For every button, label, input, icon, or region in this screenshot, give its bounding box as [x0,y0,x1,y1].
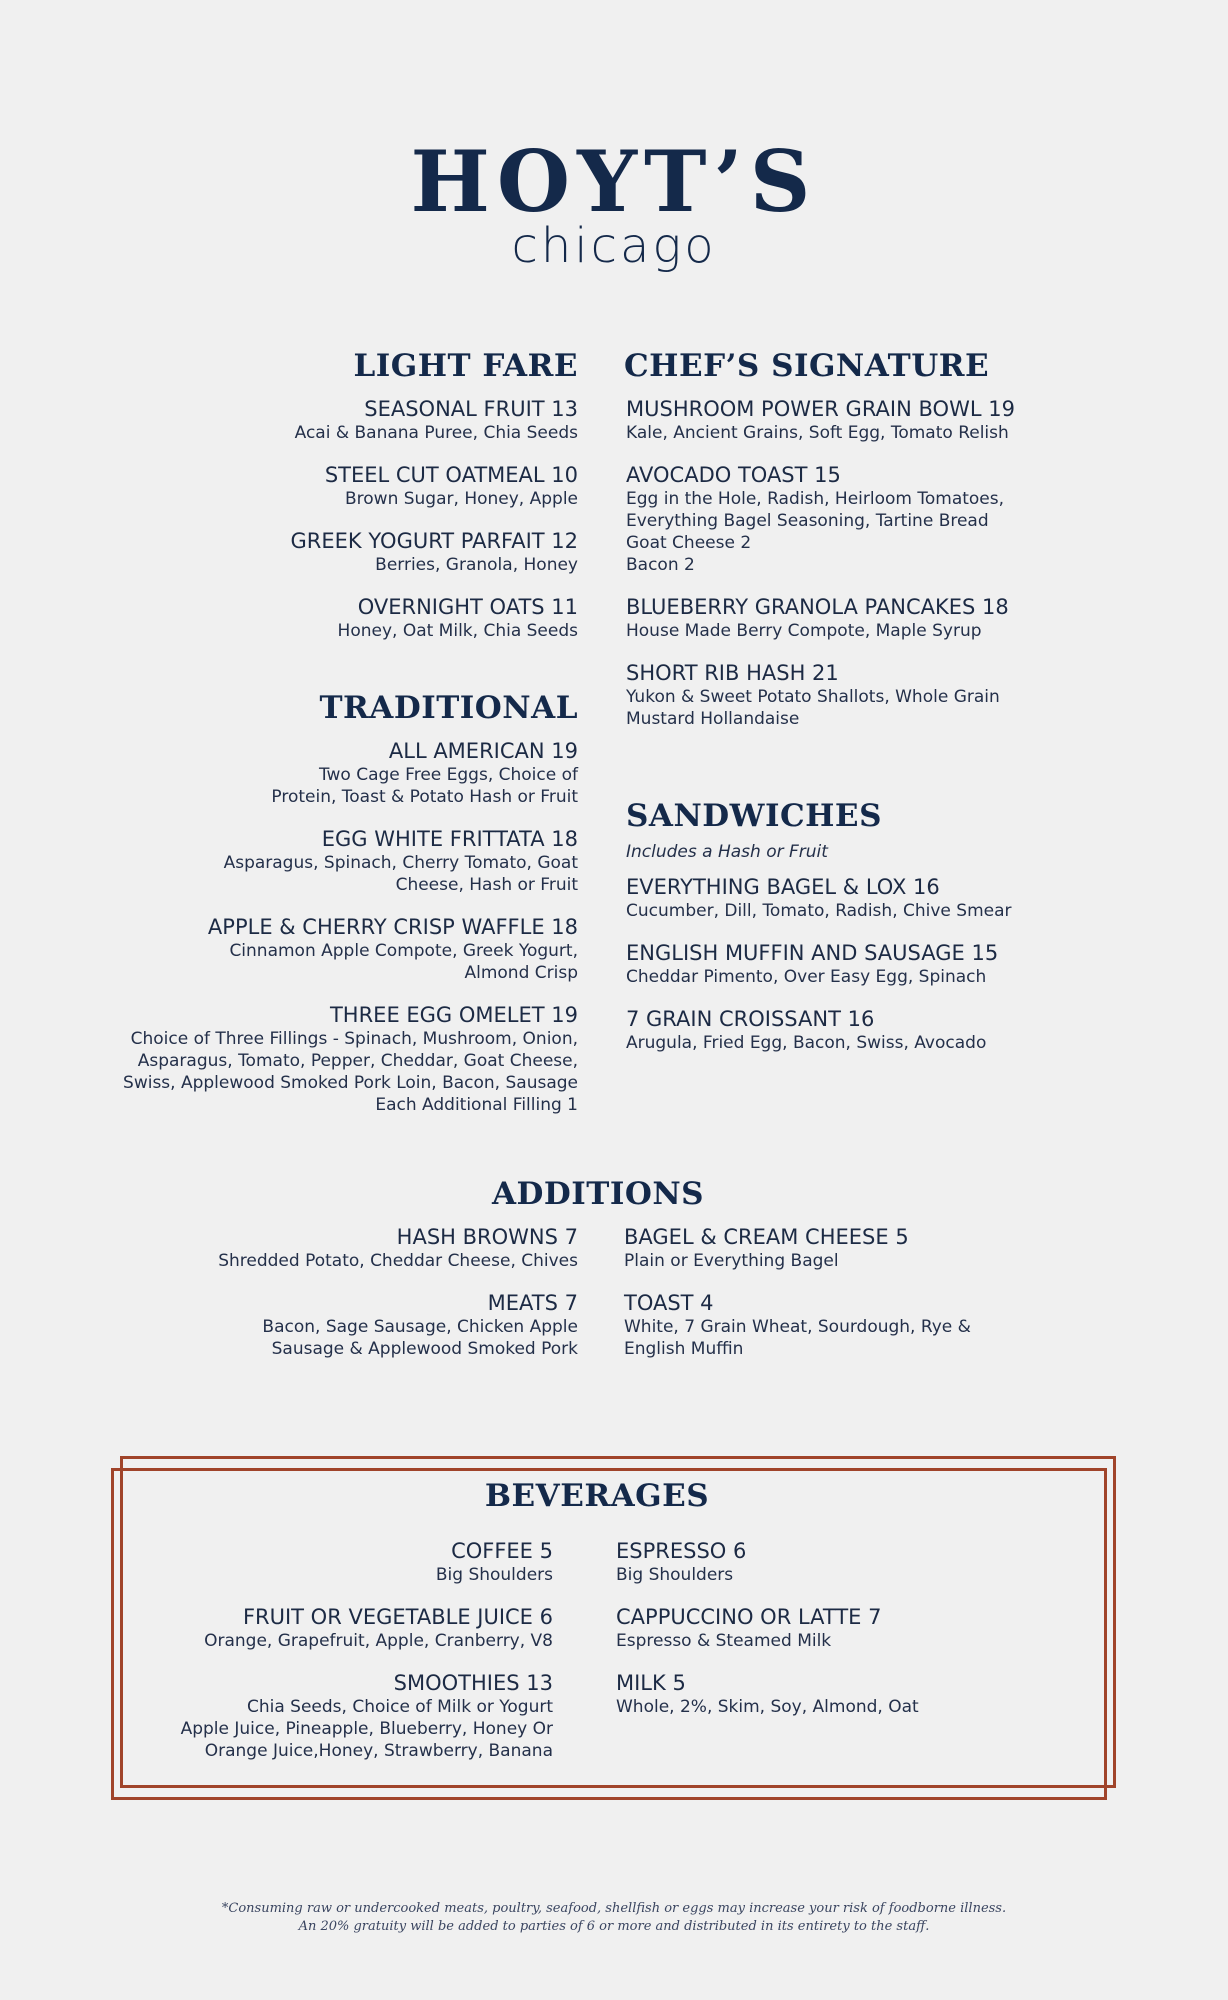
menu-item-description: White, 7 Grain Wheat, Sourdough, Rye & [624,1317,971,1337]
menu-item-description: Orange, Grapefruit, Apple, Cranberry, V8 [204,1631,553,1651]
menu-item-description: Arugula, Fried Egg, Bacon, Swiss, Avocado [626,1033,987,1053]
menu-item-description: Bacon, Sage Sausage, Chicken Apple [262,1317,578,1337]
chefs-signature-list [626,396,1206,748]
menu-item-name: ALL AMERICAN 19 [388,739,578,763]
menu-item-description: Whole, 2%, Skim, Soy, Almond, Oat [616,1697,919,1717]
sandwiches-note: Includes a Hash or Fruit [626,842,828,862]
menu-item-description: Yukon & Sweet Potato Shallots, Whole Grain [626,687,1000,707]
menu-item-description: Cucumber, Dill, Tomato, Radish, Chive Smear [626,901,1012,921]
chefs-signature-heading: CHEF’S SIGNATURE [624,348,990,384]
additions-heading: ADDITIONS [491,1176,705,1212]
menu-item-description: Mustard Hollandaise [626,709,800,729]
menu-item-name: BLUEBERRY GRANOLA PANCAKES 18 [626,595,1009,619]
menu-item-name: 7 GRAIN CROISSANT 16 [626,1007,875,1031]
menu-item-description: Acai & Banana Puree, Chia Seeds [294,423,578,443]
menu-item-name: SMOOTHIES 13 [393,1671,553,1695]
menu-item-description: Each Additional Filling 1 [375,1095,578,1115]
menu-item-description: Big Shoulders [616,1565,734,1585]
menu-item-description: Espresso & Steamed Milk [616,1631,832,1651]
additions-left-list [18,1224,578,1378]
menu-item-description: Swiss, Applewood Smoked Pork Loin, Bacon, Sausage [123,1073,578,1093]
menu-item-name: TOAST 4 [624,1291,714,1315]
menu-item-description: Choice of Three Fillings - Spinach, Mushroom, Onion, [130,1029,578,1049]
menu-item-description: Almond Crisp [464,963,578,983]
menu-item-description: Cheese, Hash or Fruit [395,875,578,895]
beverages-heading: BEVERAGES [484,1478,710,1514]
light-fare-list [18,396,578,660]
menu-item [616,1538,1096,1586]
menu-item-name: GREEK YOGURT PARFAIT 12 [290,529,578,553]
menu-item-name: SEASONAL FRUIT 13 [364,397,578,421]
menu-item [616,1604,1096,1652]
sandwiches-heading: SANDWICHES [626,798,882,834]
menu-item-name: SHORT RIB HASH 21 [626,661,839,685]
menu-item-description: Two Cage Free Eggs, Choice of [318,765,578,785]
menu-item-name: MUSHROOM POWER GRAIN BOWL 19 [626,397,1015,421]
menu-item-description: Big Shoulders [435,1565,553,1585]
menu-item-description: Kale, Ancient Grains, Soft Egg, Tomato Relish [626,423,1009,443]
menu-item-name: MILK 5 [616,1671,686,1695]
logo-wordmark: HOYT’S [410,132,818,231]
menu-item [33,1670,553,1762]
menu-item-name: APPLE & CHERRY CRISP WAFFLE 18 [207,915,578,939]
menu-item [0,914,578,984]
menu-item-description: Asparagus, Spinach, Cherry Tomato, Goat [223,853,578,873]
sandwiches-column [626,842,1206,1072]
menu-item [18,396,578,444]
menu-item-description: Asparagus, Tomato, Pepper, Cheddar, Goat Cheese, [137,1051,578,1071]
menu-item-description: Everything Bagel Seasoning, Tartine Bread [626,511,989,531]
menu-item [18,528,578,576]
menu-item [33,1538,553,1586]
menu-item [18,594,578,642]
menu-item [0,738,578,808]
menu-item-name: FRUIT OR VEGETABLE JUICE 6 [242,1605,553,1629]
footer-line-1: *Consuming raw or undercooked meats, poultry, seafood, shellfish or eggs may increase your risk of foodborne illness. [221,1901,1007,1916]
menu-item [0,1002,578,1116]
menu-item-name: ESPRESSO 6 [616,1539,747,1563]
menu-item [626,940,1206,988]
beverages-right-list [616,1538,1096,1736]
light-fare-heading: LIGHT FARE [353,348,578,384]
menu-item-name: EGG WHITE FRITTATA 18 [321,827,578,851]
logo-city: chicago [511,218,717,274]
menu-item-name: THREE EGG OMELET 19 [329,1003,578,1027]
menu-item [624,1224,1204,1272]
menu-item [0,826,578,896]
menu-item-description: Cheddar Pimento, Over Easy Egg, Spinach [626,967,987,987]
menu-item [624,1290,1204,1360]
menu-item [626,396,1206,444]
menu-item [626,660,1206,730]
menu-item [626,1006,1206,1054]
menu-item-description: Shredded Potato, Cheddar Cheese, Chives [218,1251,578,1271]
footer-line-2: An 20% gratuity will be added to parties of 6 or more and distributed in its entirety to the staff. [298,1919,930,1934]
menu-item-description: Protein, Toast & Potato Hash or Fruit [271,787,578,807]
menu-item-description: Berries, Granola, Honey [375,555,578,575]
menu-item-description: Chia Seeds, Choice of Milk or Yogurt [246,1697,553,1717]
menu-item-description: Apple Juice, Pineapple, Blueberry, Honey Or [180,1719,553,1739]
menu-item-description: House Made Berry Compote, Maple Syrup [626,621,982,641]
menu-item-description: Goat Cheese 2 [626,533,752,553]
traditional-list [0,738,578,1134]
traditional-heading: TRADITIONAL [319,690,578,726]
menu-item-name: ENGLISH MUFFIN AND SAUSAGE 15 [626,941,999,965]
menu-item [626,874,1206,922]
menu-item-name: STEEL CUT OATMEAL 10 [324,463,578,487]
footer-disclaimer [0,1900,1228,1936]
menu-item-name: AVOCADO TOAST 15 [626,463,841,487]
logo [0,132,1228,274]
menu-item-name: OVERNIGHT OATS 11 [357,595,578,619]
menu-item [626,462,1206,576]
menu-item-name: CAPPUCCINO OR LATTE 7 [616,1605,882,1629]
menu-item [626,594,1206,642]
menu-item-description: English Muffin [624,1339,744,1359]
menu-item-name: EVERYTHING BAGEL & LOX 16 [626,875,940,899]
menu-item-description: Plain or Everything Bagel [624,1251,839,1271]
sandwiches-list [626,874,1206,1054]
menu-item-description: Bacon 2 [626,555,695,575]
menu-item-description: Orange Juice,Honey, Strawberry, Banana [204,1741,553,1761]
menu-item [18,462,578,510]
menu-item [18,1224,578,1272]
menu-item [18,1290,578,1360]
additions-right-list [624,1224,1204,1378]
menu-item-name: HASH BROWNS 7 [396,1225,578,1249]
menu-item-description: Cinnamon Apple Compote, Greek Yogurt, [229,941,578,961]
menu-item-description: Brown Sugar, Honey, Apple [344,489,578,509]
menu-item-name: BAGEL & CREAM CHEESE 5 [624,1225,909,1249]
menu-item [33,1604,553,1652]
menu-item-description: Honey, Oat Milk, Chia Seeds [337,621,578,641]
menu-item-description: Egg in the Hole, Radish, Heirloom Tomatoes, [626,489,1005,509]
beverages-left-list [33,1538,553,1780]
menu-item-name: MEATS 7 [487,1291,578,1315]
menu-item-description: Sausage & Applewood Smoked Pork [271,1339,578,1359]
menu-item [616,1670,1096,1718]
menu-item-name: COFFEE 5 [451,1539,553,1563]
